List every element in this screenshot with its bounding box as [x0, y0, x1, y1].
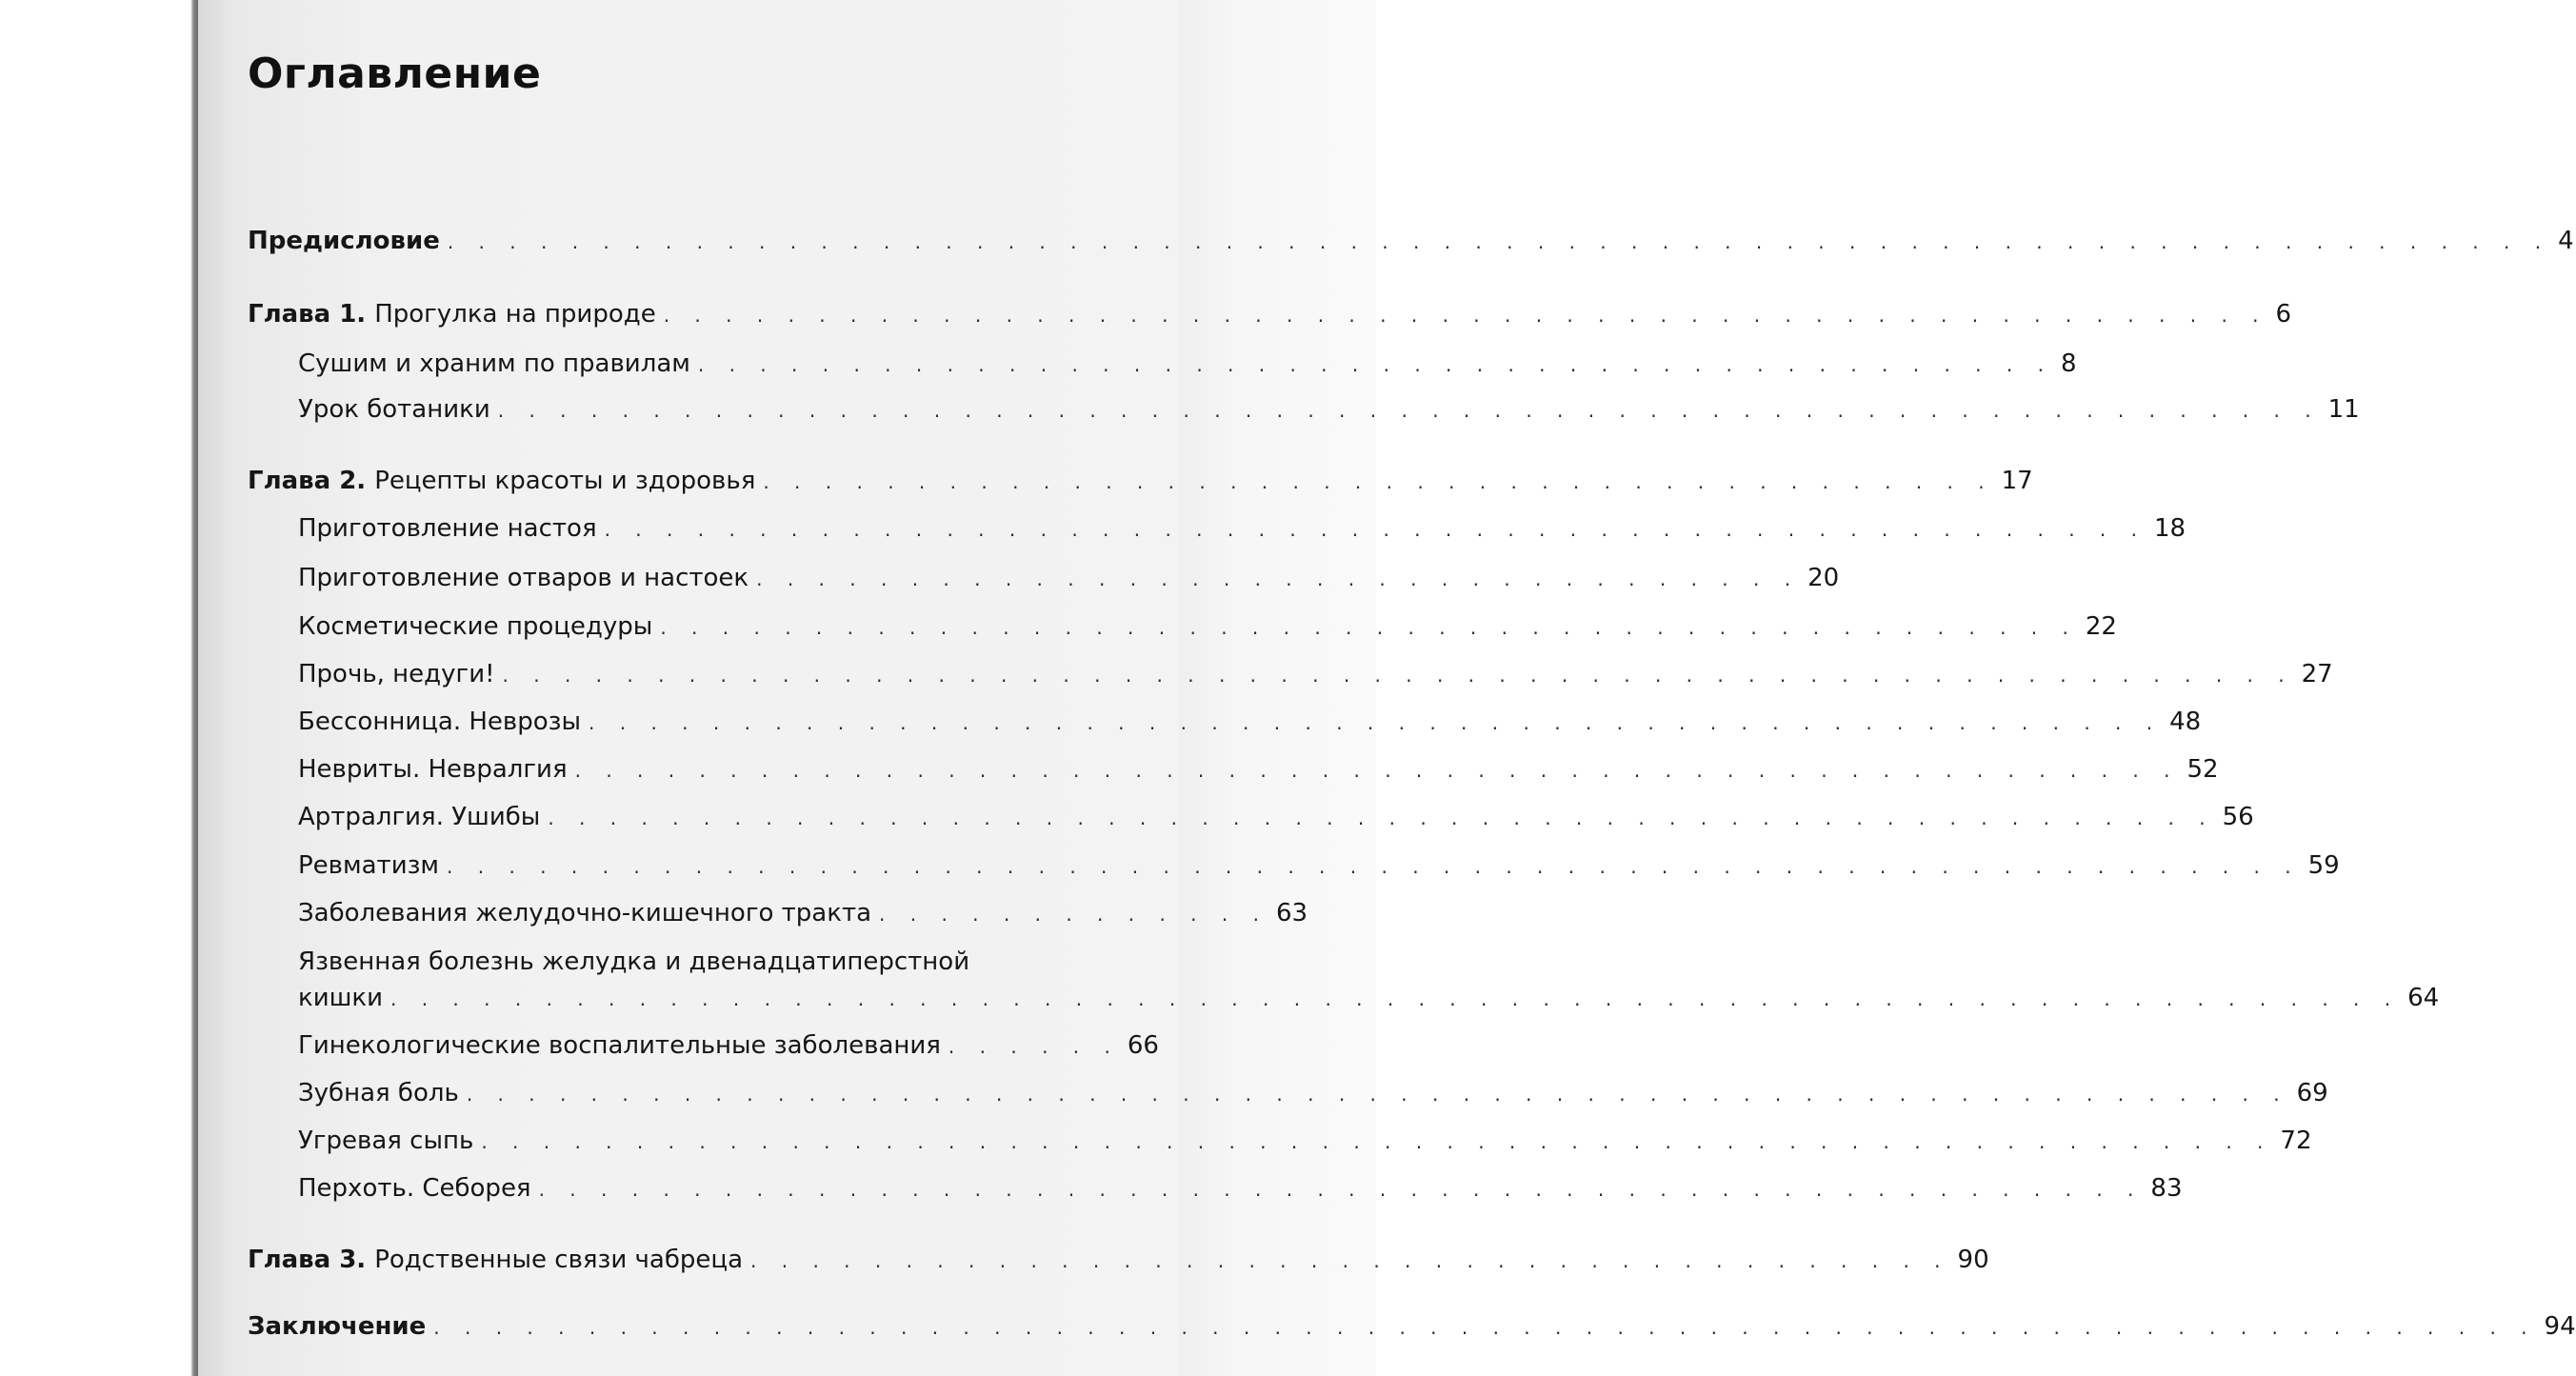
toc-chapter-prefix: Глава 2. — [248, 467, 367, 495]
toc-page-number: 8 — [2060, 349, 2077, 378]
toc-leader-dots: . . . . . . . . . . . . . . . . . . . . . . . . . . . . . . . . . . . . . . . . . . . . . . . . . . — [604, 518, 2147, 541]
toc-entry-label: Артралгия. Ушибы — [298, 803, 541, 831]
toc-entry-botany-lesson[interactable] — [298, 390, 2360, 429]
toc-entry-gastro[interactable] — [298, 894, 1308, 932]
toc-entry-gynecology[interactable] — [298, 1027, 1159, 1065]
toc-page-number: 52 — [2187, 755, 2219, 784]
toc-page-number: 11 — [2327, 395, 2360, 424]
toc-page-number: 66 — [1127, 1031, 1159, 1060]
toc-entry-label: Родственные связи чабреца — [374, 1246, 744, 1274]
toc-page-number: 59 — [2307, 851, 2340, 880]
toc-leader-dots: . . . . . . . . . . . . . . . . . . . . . . . . . . . . . . . . . . . . . . . . . . . . . . . . . . . . . . . . . . . . — [447, 855, 2301, 878]
toc-entry-insomnia[interactable] — [298, 703, 2202, 741]
toc-leader-dots: . . . . . . . . . . . . . . . . . . . . . . . . . . . . . . . . . . . . . . . . . . . . . . . . . . . . . . . . . . . — [466, 1083, 2289, 1106]
toc-entry-label: Угревая сыпь — [298, 1127, 474, 1155]
toc-entry-label: кишки — [298, 984, 383, 1012]
toc-entry-dandruff[interactable] — [298, 1169, 2183, 1207]
toc-entry-chapter-3[interactable] — [248, 1241, 1989, 1279]
toc-entry-label: Предисловие — [248, 227, 440, 255]
toc-page-number: 69 — [2296, 1079, 2328, 1107]
toc-page-number: 64 — [2407, 984, 2440, 1012]
toc-leader-dots: . . . . . . . . . . . . . . . . . . . . . . . . . . . . . . . . . . . . . . . . . . . . . . . . . . . . . . . . . . . . . . . . . . . . — [447, 230, 2551, 253]
toc-leader-dots: . . . . . . . . . . . . . . . . . . . . . . . . . . . . . . . . . . . . . . . . . . . . . . . . . . . . . . . . . . . . . . . . . — [390, 987, 2401, 1010]
toc-leader-dots: . . . . . . . . . . . . . . . . . . . . . . . . . . . . . . . . . . . . . . . . . . . . . . . . . . . . . . . . . . . — [497, 399, 2321, 422]
left-gutter — [0, 0, 198, 1376]
toc-entry-label: Заболевания желудочно-кишечного тракта — [298, 899, 872, 927]
toc-leader-dots: . . . . . . . . . . . . . . . . . . . . . . . . . . . . . . . . . . . . . . . . . . . . . . . . . . . . . . . . . . — [481, 1130, 2273, 1153]
toc-entry-label: Гинекологические воспалительные заболевания — [298, 1031, 941, 1060]
toc-leader-dots: . . . . . . . . . . . . . . . . . . . . . . . . . . . . . . . . . . — [756, 568, 1801, 590]
toc-entry-decoctions[interactable] — [298, 559, 1840, 597]
toc-entry-label: Невриты. Невралгия — [298, 755, 568, 784]
toc-chapter-prefix: Глава 3. — [248, 1246, 367, 1274]
toc-page-number: 63 — [1275, 899, 1308, 927]
toc-page-number: 72 — [2280, 1127, 2312, 1155]
toc-leader-dots: . . . . . . — [948, 1035, 1120, 1058]
toc-entry-conclusion[interactable] — [248, 1307, 2576, 1346]
toc-entry-label: Прогулка на природе — [374, 300, 656, 329]
toc-entry-label: Косметические процедуры — [298, 612, 653, 641]
toc-chapter-prefix: Глава 1. — [248, 300, 367, 329]
toc-entry-label: Зубная боль — [298, 1079, 459, 1107]
toc-entry-neuritis[interactable] — [298, 750, 2219, 788]
toc-leader-dots: . . . . . . . . . . . . . . . . . . . . . . . . . . . . . . . . . . . . . . . . . . . . . . . . . . . . . . . . . . — [502, 664, 2294, 687]
toc-entry-label: Бессонница. Неврозы — [298, 708, 582, 736]
toc-entry-preface[interactable] — [248, 222, 2574, 260]
toc-entry-label: Приготовление настоя — [298, 514, 597, 543]
toc-entry-rheumatism[interactable] — [298, 847, 2340, 885]
toc-page-number: 20 — [1807, 564, 1840, 592]
toc-page-number: 83 — [2150, 1174, 2183, 1203]
toc-entry-label: Заключение — [248, 1312, 427, 1341]
toc-page-number: 48 — [2169, 708, 2202, 736]
toc-entry-label: Рецепты красоты и здоровья — [374, 467, 756, 495]
toc-entry-label: Ревматизм — [298, 851, 440, 880]
toc-entry-chapter-1[interactable] — [248, 295, 2292, 333]
toc-page-number: 56 — [2222, 803, 2254, 831]
toc-leader-dots: . . . . . . . . . . . . . . . . . . . . . . . . . . . . . . . . . . . . . . . . . . . . . . . . . . . . . . . . . . . . . . . . . . . . — [433, 1316, 2537, 1339]
toc-leader-dots: . . . . . . . . . . . . . . . . . . . . . . . . . . . . . . . . . . . . . . . . . . . . — [697, 353, 2053, 376]
toc-page-number: 6 — [2275, 300, 2292, 329]
toc-entry-label: Прочь, недуги! — [298, 660, 495, 688]
toc-leader-dots: . . . . . . . . . . . . . . . . . . . . . . . . . . . . . . . . . . . . . . . — [750, 1249, 1950, 1272]
toc-entry-infusion[interactable] — [298, 509, 2187, 548]
toc-entry-ailments[interactable] — [298, 655, 2333, 693]
toc-leader-dots: . . . . . . . . . . . . . . . . . . . . . . . . . . . . . . . . . . . . . . . . . . . . . . . . . . . . — [663, 304, 2268, 327]
toc-leader-dots: . . . . . . . . . . . . . . . . . . . . . . . . . . . . . . . . . . . . . . . . . . . . . . . . . . . . — [538, 1178, 2144, 1201]
toc-entry-arthralgia[interactable] — [298, 798, 2254, 836]
toc-entry-label: Приготовление отваров и настоек — [298, 564, 749, 592]
toc-entry-ulcer-line1[interactable]: Язвенная болезнь желудка и двенадцатиперстной — [298, 947, 970, 976]
toc-page-number: 27 — [2301, 660, 2333, 688]
toc-leader-dots: . . . . . . . . . . . . . . . . . . . . . . . . . . . . . . . . . . . . . . . . . . . . . . . . . . . . . . — [548, 807, 2215, 829]
toc-entry-toothache[interactable] — [298, 1074, 2328, 1112]
toc-leader-dots: . . . . . . . . . . . . . . . . . . . . . . . . . . . . . . . . . . . . . . . . . . . . . . . . . . . — [589, 711, 2163, 734]
toc-page-number: 18 — [2153, 514, 2187, 543]
toc-page-number: 90 — [1957, 1246, 1989, 1274]
toc-leader-dots: . . . . . . . . . . . . . . . . . . . . . . . . . . . . . . . . . . . . . . . . . . . . . . . . . . . . — [574, 759, 2180, 782]
toc-page-number: 17 — [2001, 467, 2033, 495]
toc-title: Оглавление — [248, 50, 542, 98]
toc-leader-dots: . . . . . . . . . . . . . . . . . . . . . . . . . . . . . . . . . . . . . . . . — [763, 470, 1994, 493]
toc-entry-drying-storing[interactable] — [298, 345, 2077, 383]
toc-page-number: 22 — [2085, 612, 2117, 641]
toc-entry-label: Перхоть. Себорея — [298, 1174, 531, 1203]
toc-entry-chapter-2[interactable] — [248, 462, 2033, 500]
toc-entry-cosmetic[interactable] — [298, 608, 2117, 646]
toc-leader-dots: . . . . . . . . . . . . . — [879, 903, 1268, 926]
toc-entry-ulcer[interactable] — [298, 979, 2440, 1017]
toc-leader-dots: . . . . . . . . . . . . . . . . . . . . . . . . . . . . . . . . . . . . . . . . . . . . . . — [660, 616, 2078, 639]
toc-entry-label: Сушим и храним по правилам — [298, 349, 690, 378]
toc-page-number: 94 — [2544, 1312, 2576, 1341]
toc-page-number: 4 — [2558, 227, 2574, 255]
toc-entry-acne[interactable] — [298, 1122, 2312, 1160]
toc-entry-label: Урок ботаники — [298, 395, 490, 424]
